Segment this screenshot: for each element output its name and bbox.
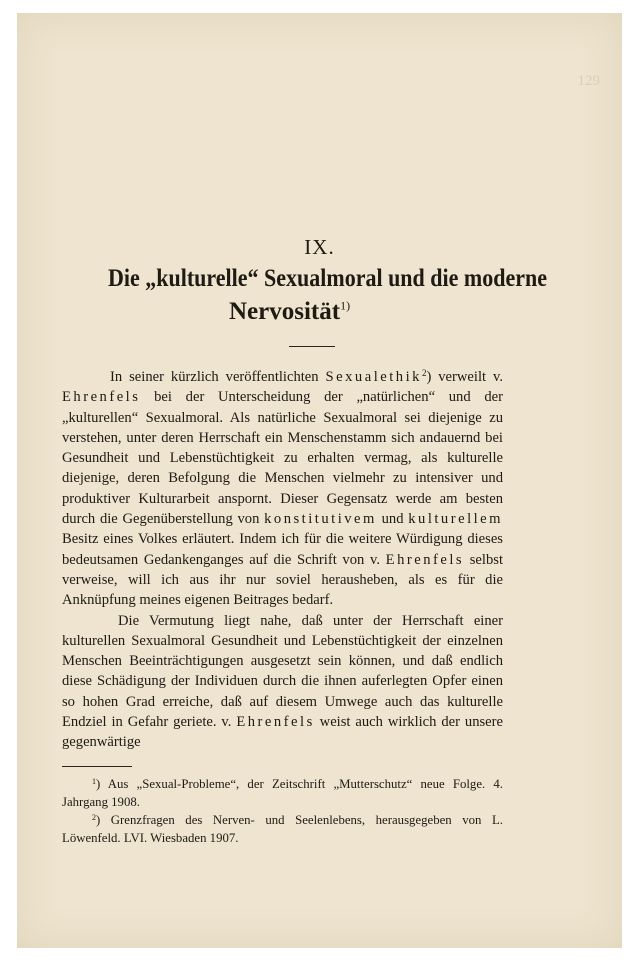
- title-divider: [289, 346, 335, 347]
- spaced-term-konstitutivem: konstitutivem: [264, 511, 377, 528]
- spaced-term-sexualethik: Sexualethik: [325, 369, 422, 385]
- page-number: 129: [577, 73, 600, 89]
- chapter-number: IX.: [304, 235, 335, 259]
- text-run: und: [376, 511, 409, 528]
- footnote-mark: 1: [92, 777, 96, 786]
- footnote-mark: 2: [92, 813, 96, 822]
- footnote-1: [62, 775, 503, 811]
- footnote-divider: [62, 766, 132, 767]
- spaced-name-ehrenfels: Ehrenfels: [236, 714, 315, 731]
- chapter-title-line-2: [17, 298, 622, 326]
- footnote-text: ) Aus „Sexual-Probleme“, der Zeitschrift „Mutterschutz“ neue Folge. 4. Jahrgang 1908.: [62, 777, 503, 809]
- spaced-name-ehrenfels: Ehrenfels: [385, 551, 465, 568]
- text-run: ) verweilt v.: [426, 369, 503, 385]
- book-page: [17, 13, 622, 948]
- text-run: selbst verweise, will ich aus ihr nur soviel herausheben, als es für die Anknüpfung meines eigenen Beitrages bedarf.: [62, 551, 503, 609]
- title-footnote-mark: 1): [340, 298, 351, 313]
- footnote-ref-2: 2: [421, 368, 427, 378]
- paragraph-2: [62, 611, 503, 753]
- text-run: weist auch wirklich der unsere gegenwärtige: [62, 714, 503, 751]
- spaced-name-ehrenfels: Ehrenfels: [62, 389, 141, 406]
- footnotes: [62, 775, 503, 847]
- paragraph-1: [62, 367, 503, 611]
- text-run: bei der Unterscheidung der „natürlichen“ und der „kulturellen“ Sexualmoral. Als natürliche Sexualmoral sei diejenige zu verstehen, unter deren Herrschaft ein Menschenstamm sich andauernd bei Gesundheit und Lebenstüchtigkeit zu erhalten vermag, als kulturelle diejenige, deren Befolgung die Menschen vielmehr zu intensiver und produktiver Kulturarbeit anspornt. Dieser Gegensatz werde am besten durch die Gegenüberstellung von: [62, 389, 503, 528]
- spaced-term-kulturellem: kulturellem: [408, 511, 504, 528]
- footnote-2: [62, 811, 503, 847]
- chapter-title-line-1: Die „kulturelle“ Sexualmoral und die moderne: [107, 265, 547, 292]
- text-run: In seiner kürzlich veröffentlichten: [110, 369, 326, 385]
- body-text: [62, 367, 503, 753]
- footnote-text: ) Grenzfragen des Nerven- und Seelenlebens, herausgegeben von L. Löwenfeld. LVI. Wiesbaden 1907.: [62, 813, 503, 845]
- text-run: Die Vermutung liegt nahe, daß unter der Herrschaft einer kulturellen Sexualmoral Gesundheit und Lebenstüchtigkeit der einzelnen Menschen Beeinträchtigungen ausgesetzt sein können, und daß endlich diese Schädigung der Individuen durch die ihnen auferlegten Opfer einen so hohen Grad erreiche, daß auf diesem Umwege auch das kulturelle Endziel in Gefahr geriete. v.: [62, 612, 503, 731]
- chapter-title-word: Nervosität: [229, 298, 341, 325]
- text-run: Besitz eines Volkes erläutert. Indem ich für die weitere Würdigung dieses bedeutsamen Gedankenganges auf die Schrift von v.: [62, 531, 503, 568]
